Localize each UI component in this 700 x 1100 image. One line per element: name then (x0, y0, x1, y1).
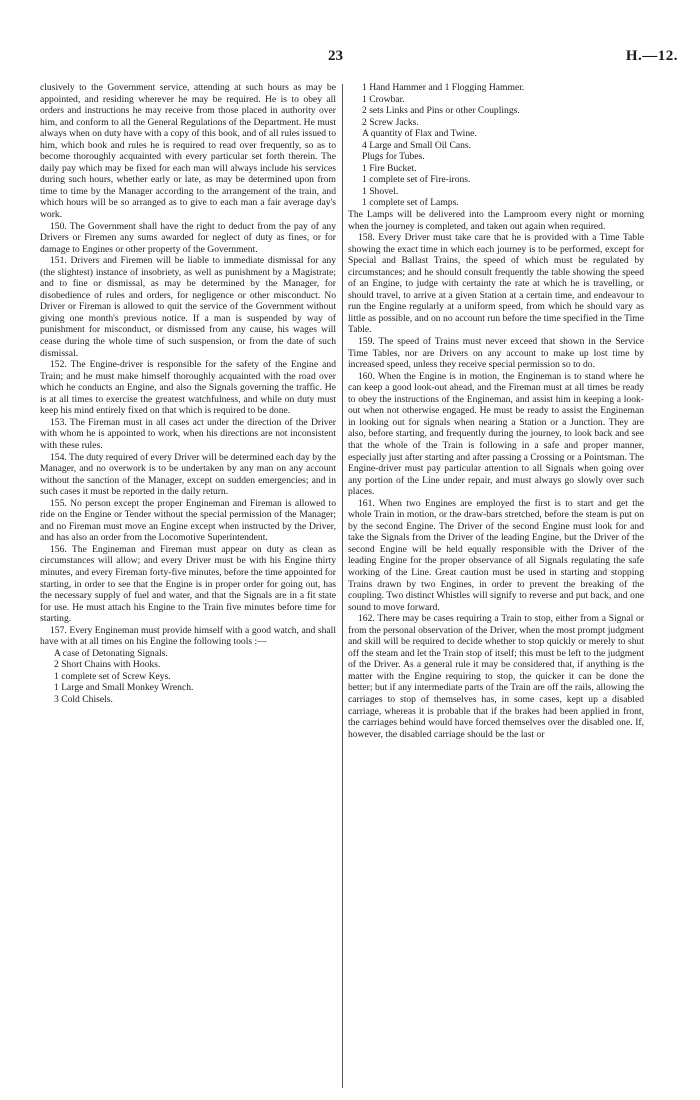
tool-item: 2 sets Links and Pins or other Couplings. (362, 105, 520, 117)
paragraph-152: 152. The Engine-driver is responsible for the safety of the Engine and Train; and he must make himself thoroughly acquainted with the road over which he conducts an Engine, and also the Signals governing the traffic. He is at all times to exercise the greatest watchfulness, and while on duty must keep his mind entirely fixed on that which is required to be done. (40, 359, 336, 417)
paragraph-158: 158. Every Driver must take care that he is provided with a Time Table showing the exact time in which each journey is to be performed, except for Special and Ballast Trains, the speed of which must be regulated by circumstances; and he should consult frequently the table showing the speed of an Engine, to judge with certainty the rate at which he is travelling, or should travel, to arrive at a given Station at a certain time, and endeavour to run the Engine regularly at a uniform speed, from which he should vary as little as possible, and on no account run before the time specified in the Time Table. (348, 232, 644, 336)
paragraph-159: 159. The speed of Trains must never exceed that shown in the Service Time Tables, nor are Drivers on any account to make up lost time by increased speed, unless they receive special permission so to do. (348, 336, 644, 371)
column-divider (342, 84, 343, 1088)
tool-item: 2 Short Chains with Hooks. (54, 659, 161, 671)
tool-item: 1 Fire Bucket. (362, 162, 417, 174)
tool-item: 1 Shovel. (362, 185, 399, 197)
paragraph-153: 153. The Fireman must in all cases act under the direction of the Driver with whom he is appointed to work, when his directions are not inconsistent with these rules. (40, 416, 336, 451)
paragraph-154: 154. The duty required of every Driver will be determined each day by the Manager, and no overwork is to be undertaken by any man on any account without the sanction of the Manager, except on sudden emergencies; and in such cases it must be reported in the daily return. (40, 451, 336, 498)
tool-item: 1 complete set of Fire-irons. (362, 174, 471, 186)
tool-item: A quantity of Flax and Twine. (362, 128, 477, 140)
paragraph-150: 150. The Government shall have the right to deduct from the pay of any Drivers or Firemen any sums awarded for neglect of duty as fines, or for damage to Engines or other property of the Government. (40, 220, 336, 255)
tools-list-part-2 (348, 82, 644, 209)
tool-item: 1 Crowbar. (362, 93, 405, 105)
page-number: 23 (328, 48, 343, 64)
right-column (348, 82, 644, 1088)
tool-item: Plugs for Tubes. (362, 151, 425, 163)
paragraph-162: 162. There may be cases requiring a Train to stop, either from a Signal or from the personal observation of the Driver, when the most prompt judgment and skill will be required to decide whether to stop quickly or merely to shut off the steam and let the Train stop of itself; this must be left to the judgment of the Driver. As a general rule it may be considered that, if anything is the matter with the Engine requiring to stop, the quicker it can be done the better; but if any intermediate parts of the Train are off the rails, allowing the carriages to stop of themselves has, in some cases, kept up a disabled carriage, whereas it is probable that if the brakes had been applied in front, the carriages behind would have forced themselves over the disabled one. If, however, the disabled carriage should be the last or (348, 613, 644, 740)
paragraph-151: 151. Drivers and Firemen will be liable to immediate dismissal for any (the slightest) instance of insobriety, as well as punishment by a Magistrate; and to fine or dismissal, as may be determined by the Manager, for disobedience of rules and orders, for negligence or other misconduct. No Driver or Fireman is allowed to quit the service of the Government without giving one month's previous notice. If a man is suspended by way of punishment for misconduct, or dismissed from any cause, his wages will cease during the whole time of such suspension, or from the date of such dismissal. (40, 255, 336, 359)
tool-item: 2 Screw Jacks. (362, 116, 419, 128)
page-header (0, 48, 700, 72)
paragraph-155: 155. No person except the proper Engineman and Fireman is allowed to ride on the Engine or Tender without the special permission of the Manager; and no Fireman must move an Engine except when instructed by the Driver, and has also an order from the Locomotive Superintendent. (40, 497, 336, 544)
tools-list-part-1 (40, 648, 336, 706)
tool-item: 3 Cold Chisels. (54, 693, 113, 705)
lamps-note: The Lamps will be delivered into the Lamproom every night or morning when the journey is completed, and taken out again when required. (348, 209, 644, 232)
paragraph-160: 160. When the Engine is in motion, the Engineman is to stand where he can keep a good look-out ahead, and the Fireman must at all times be ready to obey the instructions of the Engineman, and assist him in keeping a look-out when not otherwise engaged. He must be ready to assist the Engineman in looking out for signals when nearing a Station or a Junction. They are also, before starting, and frequently during the journey, to look back and see that the whole of the Train is following in a safe and proper manner, especially just after starting and after passing a Crossing or a Pointsman. The Engine-driver must pay particular attention to all Signals when going over any portion of the Line under repair, and must always go slowly over such places. (348, 370, 644, 498)
tool-item: 1 complete set of Lamps. (362, 197, 459, 209)
tool-item: 1 complete set of Screw Keys. (54, 670, 171, 682)
tool-item: 1 Hand Hammer and 1 Flogging Hammer. (362, 82, 525, 93)
tool-item: 1 Large and Small Monkey Wrench. (54, 682, 194, 694)
paragraph-157: 157. Every Engineman must provide himself with a good watch, and shall have with at all times on his Engine the following tools :— (40, 624, 336, 648)
left-column (40, 82, 336, 1088)
tool-item: A case of Detonating Signals. (54, 647, 168, 659)
paragraph-161: 161. When two Engines are employed the first is to start and get the whole Train in motion, or the draw-bars stretched, before the steam is put on by the second Engine. The Driver of the second Engine must look for and take the Signals from the Driver of the leading Engine, but the Driver of the second Engine will be held equally responsible with the Driver of the leading Engine for the proper observance of all Signals regulating the safe working of the Line. Great caution must be used in starting and stopping Trains drawn by two Engines, in order to prevent the breaking of the coupling. Two distinct Whistles will signify to reverse and put back, and one sound to move forward. (348, 497, 644, 613)
paragraph-156: 156. The Engineman and Fireman must appear on duty as clean as circumstances will allow; and every Driver must be with his Engine thirty minutes, and every Fireman forty-five minutes, before the time appointed for starting, in order to see that the Engine is in proper order for going out, has the necessary supply of fuel and water, and that the Signals are in a fit state for use. He must attach his Engine to the Train five minutes before time for starting. (40, 543, 336, 625)
paragraph-149-continued: clusively to the Government service, attending at such hours as may be appointed, and residing wherever he may be required. He is to obey all orders and instructions he may receive from those placed in authority over him, and conform to all the General Regulations of the Department. He must always when on duty have with a copy of this book, and of all rules issued to him, which book and rules he is required to read over frequently, so as to become thoroughly acquainted with every particular set forth therein. The daily pay which may be fixed for each man will always include his services during such hours, whether early or late, as may be determined upon from time to time by the Manager according to the arrangement of the train, and which hours will be so arranged as to give to each man a fair average day's work. (40, 82, 336, 221)
document-reference: H.—12. (625, 48, 678, 64)
tool-item: 4 Large and Small Oil Cans. (362, 139, 472, 151)
